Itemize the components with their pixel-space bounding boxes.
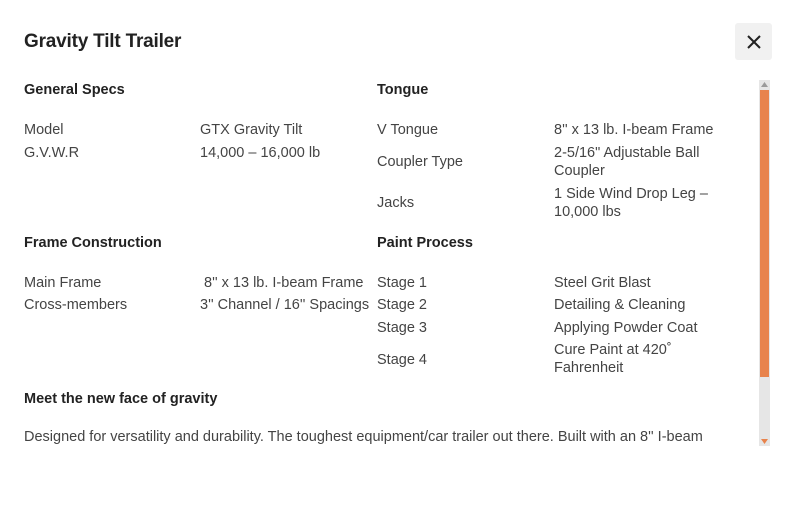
spec-label-v-tongue: V Tongue [377,122,439,138]
spec-value-gvwr: 14,000 – 16,000 lb [200,145,321,161]
spec-value-stage-2: Detailing & Cleaning [554,297,686,313]
spec-value-stage-3: Applying Powder Coat [554,320,698,336]
about-heading: Meet the new face of gravity [24,391,218,407]
spec-label-stage-2: Stage 2 [377,297,427,313]
scrollbar[interactable] [759,80,770,446]
paint-process-heading: Paint Process [377,235,473,251]
spec-value-stage-4: Cure Paint at 420˚ Fahrenheit [554,342,672,376]
spec-label-main-frame: Main Frame [24,275,102,291]
modal-title: Gravity Tilt Trailer [24,31,182,52]
caret-down-icon [761,439,768,444]
general-specs-heading: General Specs [24,82,125,98]
spec-label-jacks: Jacks [377,195,415,211]
spec-value-stage-1: Steel Grit Blast [554,275,651,291]
spec-value-v-tongue: 8'' x 13 lb. I-beam Frame [554,122,714,138]
spec-label-coupler-type: Coupler Type [377,154,463,170]
scroll-up-arrow[interactable] [759,80,770,89]
frame-construction-heading: Frame Construction [24,235,162,251]
tongue-heading: Tongue [377,82,429,98]
spec-label-stage-1: Stage 1 [377,275,427,291]
spec-label-model: Model [24,122,64,138]
about-description: Designed for versatility and durability. The toughest equipment/car trailer out there. Built with an 8'' I-beam [24,429,703,445]
spec-value-jacks: 1 Side Wind Drop Leg – 10,000 lbs [554,186,708,220]
spec-value-coupler-type: 2-5/16" Adjustable Ball Coupler [554,145,700,179]
spec-value-main-frame: 8'' x 13 lb. I-beam Frame [204,275,364,291]
spec-value-cross-members: 3'' Channel / 16'' Spacings [200,297,370,313]
scroll-down-arrow[interactable] [759,437,770,446]
caret-up-icon [761,82,768,87]
spec-value-model: GTX Gravity Tilt [200,122,303,138]
spec-label-stage-3: Stage 3 [377,320,427,336]
spec-label-stage-4: Stage 4 [377,352,427,368]
scroll-thumb[interactable] [760,90,769,377]
spec-label-cross-members: Cross-members [24,297,128,313]
spec-label-gvwr: G.V.W.R [24,145,80,161]
